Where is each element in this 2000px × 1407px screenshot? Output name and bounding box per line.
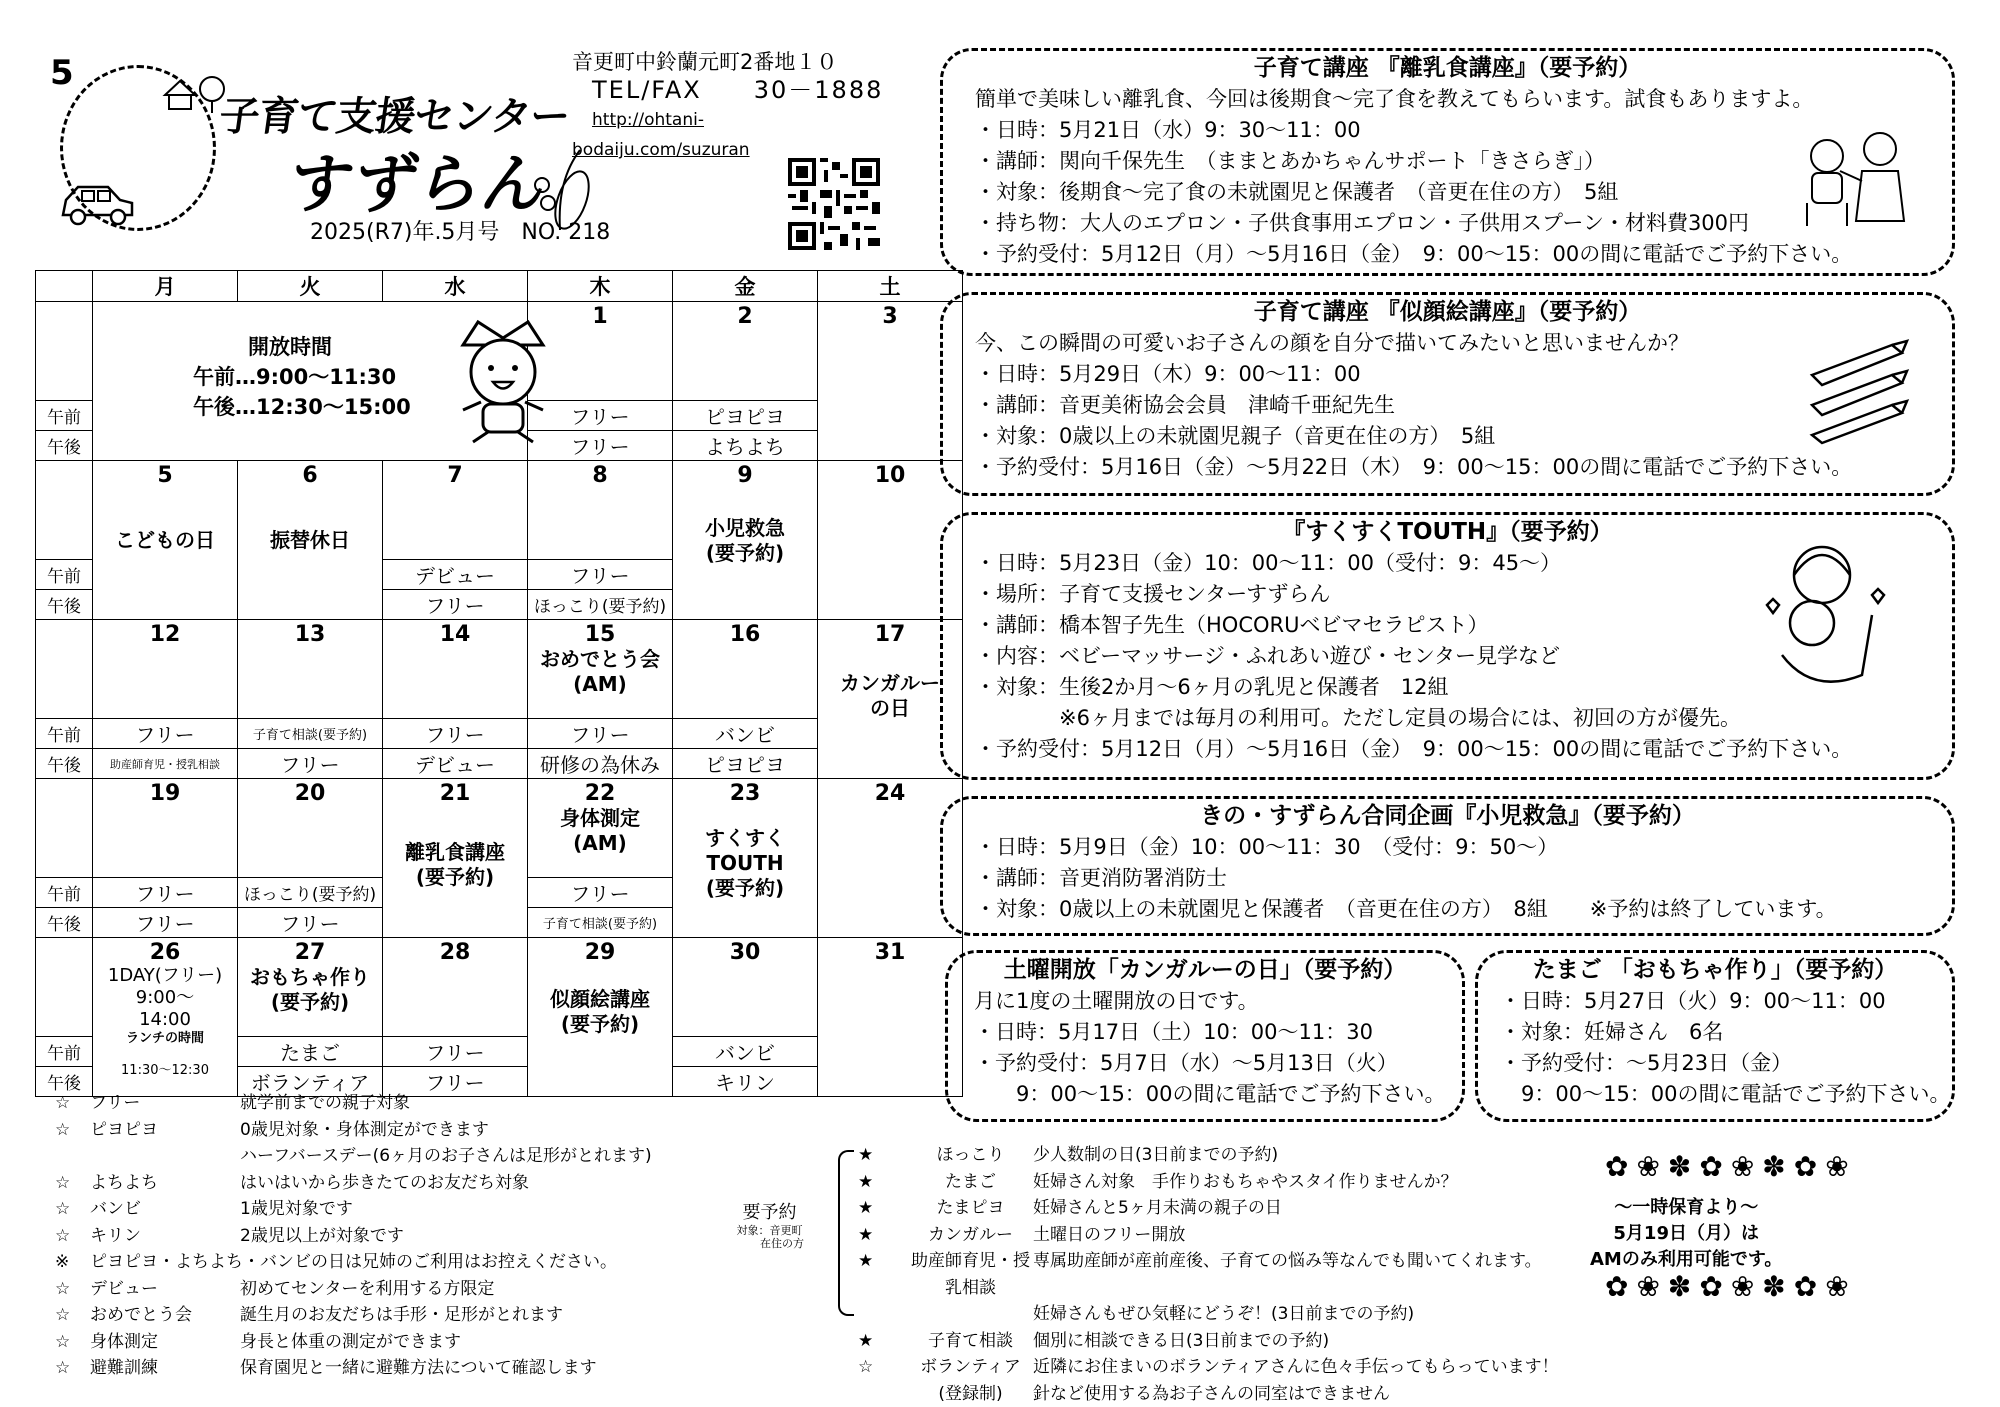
temporary-care-note: ～一時保育より～ 5月19日（月）は AMのみ利用可能です。	[1590, 1195, 1782, 1273]
legend-row	[858, 1142, 1559, 1169]
legend-name: よちよち	[90, 1170, 240, 1197]
legend-row	[55, 1302, 652, 1329]
website-link-line2[interactable]: bodaiju.com/suzuran	[572, 140, 750, 160]
day-cell: 8	[528, 461, 673, 560]
legend-name: デビュー	[90, 1276, 240, 1303]
legend-name: 避難訓練	[90, 1355, 240, 1382]
legend-row	[55, 1196, 652, 1223]
logo-title-line2: すずらん	[284, 133, 554, 225]
legend-name: ほっこり	[908, 1142, 1033, 1169]
legend-name: ボランティア	[908, 1354, 1033, 1381]
legend-row	[55, 1276, 652, 1303]
day-cell: 10	[818, 461, 963, 620]
legend-mark	[858, 1381, 908, 1407]
header-wed: 水	[383, 271, 528, 302]
day-cell: 16	[673, 620, 818, 719]
day-cell: 5 こどもの日	[93, 461, 238, 620]
reservation-required-label: 要予約 対象：音更町 在住の方	[735, 1202, 804, 1250]
address: 音更町中鈴蘭元町2番地１０	[572, 48, 883, 76]
legend-desc: 針など使用する為お子さんの同室はできません	[1033, 1381, 1390, 1407]
legend-desc: 0歳児対象・身体測定ができます	[240, 1117, 489, 1144]
legend-row	[858, 1248, 1559, 1301]
day-cell: 23 すくすく TOUTH (要予約)	[673, 779, 818, 938]
legend-desc: はいはいから歩きたてのお友だち対象	[240, 1170, 529, 1197]
legend-row	[858, 1195, 1559, 1222]
legend-desc: ハーフバースデー(6ヶ月のお子さんは足形がとれます)	[240, 1143, 652, 1170]
day-cell: 15 おめでとう会 (AM)	[528, 620, 673, 719]
legend-row	[55, 1143, 652, 1170]
day-cell: 30	[673, 938, 818, 1037]
legend-name: 助産師育児・授乳相談	[908, 1248, 1033, 1301]
legend-mark: ☆	[858, 1354, 908, 1381]
legend-mark: ☆	[55, 1355, 90, 1382]
legend-desc: 少人数制の日(3日前までの予約)	[1033, 1142, 1278, 1169]
header-tue: 火	[238, 271, 383, 302]
day-cell: 21 離乳食講座 (要予約)	[383, 779, 528, 938]
legend-name: おめでとう会	[90, 1302, 240, 1329]
legend-name: キリン	[90, 1223, 240, 1250]
open-hours-pm: 午後…12:30～15:00	[193, 392, 411, 422]
legend-row	[858, 1354, 1559, 1381]
legend-name: ピヨピヨ・よちよち・バンビの日は兄姉のご利用はお控えください。	[90, 1249, 617, 1276]
legend-name: 子育て相談	[908, 1328, 1033, 1355]
tel-fax: TEL/FAX 30－1888	[592, 76, 883, 104]
day-cell: 31	[818, 938, 963, 1097]
calendar-table: 月 火 水 木 金 土 開放時間 午前…9:00～11:30 午後…12:30～15:00 1 2 3 午前 フリー ピヨピヨ 午後 フリー よちよち 5 こどもの日 6 振替休日 7 8 9 小児救急 (要予約) 10 午前 デビュー フリー 午後 フリー ほっこり(要予約) 12 13 14 15 おめでとう会 (AM) 16 17 カンガルー の日 午前 フリー 子育て相談(要予約) フリー フリー バンビ 午後 助産師育児・授乳相談 フリー デビュー 研修の為休み ピヨピヨ 19 20 21 離乳食講座 (要予約) 22 身体測定 (AM) 23 すくすく TOUTH (要予約) 24 午前 フリー ほっこり(要予約) フリー 午後 フリー フリー 子育て相談(要予約) 26 1DAY(フリー) 9:00～ 14:00 ランチの時間 11:30～12:30 27 おもちゃ作り (要予約) 28 29 似顔絵講座 (要予約) 30 31 午前 たまご フリー バンビ 午後 ボランティア フリー キリン	[35, 270, 963, 1097]
legend-row	[55, 1090, 652, 1117]
legend-name	[908, 1301, 1033, 1328]
day-cell: 14	[383, 620, 528, 719]
legend-mark: ☆	[55, 1170, 90, 1197]
day-cell: 29 似顔絵講座 (要予約)	[528, 938, 673, 1097]
legend-name: フリー	[90, 1090, 240, 1117]
legend-name: たまピヨ	[908, 1195, 1033, 1222]
legend-mark: ☆	[55, 1276, 90, 1303]
legend-mark: ★	[858, 1142, 908, 1169]
legend-mark: ★	[858, 1169, 908, 1196]
legend-desc: 2歳児以上が対象です	[240, 1223, 404, 1250]
legend-mark: ☆	[55, 1090, 90, 1117]
legend-row	[858, 1301, 1559, 1328]
legend-mark	[858, 1301, 908, 1328]
bracket-divider	[838, 1150, 854, 1316]
legend-row	[858, 1328, 1559, 1355]
feeding-baby-illustration-icon	[1792, 121, 1912, 231]
legend-mark: ★	[858, 1195, 908, 1222]
legend-name: カンガルー	[908, 1222, 1033, 1249]
legend-row	[55, 1223, 652, 1250]
chick-flower-border-icon: ✿❀✽✿❀✽✿❀	[1605, 1270, 1857, 1303]
legend-desc: 妊婦さん対象 手作りおもちゃやスタイ作りませんか？	[1033, 1169, 1458, 1196]
day-cell: 26 1DAY(フリー) 9:00～ 14:00 ランチの時間 11:30～12:30	[93, 938, 238, 1097]
day-cell: 20	[238, 779, 383, 878]
day-cell: 17 カンガルー の日	[818, 620, 963, 779]
contact-block	[572, 48, 883, 164]
legend-mark: ※	[55, 1249, 90, 1276]
legend-name: たまご	[908, 1169, 1033, 1196]
legend-row	[858, 1169, 1559, 1196]
legend-row	[858, 1381, 1559, 1407]
chick-flower-border-icon: ✿❀✽✿❀✽✿❀	[1605, 1150, 1857, 1183]
legend-row	[55, 1117, 652, 1144]
day-cell: 9 小児救急 (要予約)	[673, 461, 818, 620]
day-cell: 7	[383, 461, 528, 560]
logo-title-line1: 子育て支援センター	[216, 85, 573, 142]
legend-name: ピヨピヨ	[90, 1117, 240, 1144]
day-cell: 2	[673, 302, 818, 401]
day-cell: 6 振替休日	[238, 461, 383, 620]
legend-row	[55, 1355, 652, 1382]
legend-desc: 近隣にお住まいのボランティアさんに色々手伝ってもらっています！	[1033, 1354, 1559, 1381]
qr-code-icon[interactable]	[788, 158, 880, 250]
sukusuku-touth-box: 『すくすくTOUTH』（要予約） ・日時：5月23日（金）10：00～11：00（受付：9：45～） ・場所：子育て支援センターすずらん ・講師：橋本智子先生（HOCORUベビマセラピスト） ・内容：ベビーマッサージ・ふれあい遊び・センター見学など ・対象：生後2か月～6ヶ月の乳児と保護者 12組 ※6ヶ月までは毎月の利用可。ただし定員の場合には、初回の方が優先。 ・予約受付：5月12日（月）～5月16日（金） 9：00～15：00の間に電話でご予約下さい。	[940, 512, 1955, 780]
mother-baby-illustration-icon	[1752, 535, 1902, 695]
header-thu: 木	[528, 271, 673, 302]
portrait-course-box: 子育て講座 『似顔絵講座』（要予約） 今、この瞬間の可愛いお子さんの顔を自分で描いてみたいと思いませんか？ ・日時：5月29日（木）9：00～11：00 ・講師：音更美術協会会員 津崎千亜紀先生 ・対象：0歳以上の未就園児親子（音更在住の方） 5組 ・予約受付：5月16日（金）～5月22日（木） 9：00～15：00の間に電話でご予約下さい。	[940, 292, 1955, 496]
corner-cell	[36, 271, 93, 302]
toy-making-box: たまご 「おもちゃ作り」（要予約） ・日時：5月27日（火）9：00～11：00 ・対象：妊婦さん 6名 ・予約受付：～5月23日（金） 9：00～15：00の間に電話でご予約下さい。	[1475, 950, 1955, 1122]
issue-number: 2025(R7)年.5月号 NO. 218	[310, 215, 610, 246]
legend-row	[55, 1329, 652, 1356]
open-hours-am: 午前…9:00～11:30	[193, 362, 411, 392]
legend-mark: ☆	[55, 1223, 90, 1250]
day-cell: 3	[818, 302, 963, 461]
legend-mark: ☆	[55, 1302, 90, 1329]
open-hours-title: 開放時間	[193, 332, 411, 362]
legend-desc: 就学前までの親子対象	[240, 1090, 410, 1117]
legend-desc: 初めてセンターを利用する方限定	[240, 1276, 494, 1303]
logo-number: 5	[50, 53, 74, 93]
legend-row	[55, 1249, 652, 1276]
header-fri: 金	[673, 271, 818, 302]
legend-desc: 妊婦さんもぜひ気軽にどうぞ！(3日前までの予約)	[1033, 1301, 1414, 1328]
header-mon: 月	[93, 271, 238, 302]
legend-row	[858, 1222, 1559, 1249]
weaning-food-course-box: 子育て講座 『離乳食講座』（要予約） 簡単で美味しい離乳食、今回は後期食～完了食を教えてもらいます。試食もありますよ。 ・日時：5月21日（水）9：30～11：00 ・講師：関向千保先生 （ままとあかちゃんサポート「きさらぎ」） ・対象：後期食～完了食の未就園児と保護者 （音更在住の方） 5組 ・持ち物：大人のエプロン・子供食事用エプロン・子供用スプーン・材料費300円 ・予約受付：5月12日（月）～5月16日（金） 9：00～15：00の間に電話でご予約下さい。	[940, 48, 1955, 276]
car-icon	[58, 175, 138, 230]
day-cell: 1	[528, 302, 673, 401]
legend-mark: ★	[858, 1248, 908, 1301]
pediatric-emergency-box: きの・すずらん合同企画『小児救急』（要予約） ・日時：5月9日（金）10：00～11：30 （受付：9：50～） ・講師：音更消防署消防士 ・対象：0歳以上の未就園児と保護者 （音更在住の方） 8組 ※予約は終了しています。	[940, 796, 1955, 936]
legend-right	[858, 1142, 1559, 1407]
legend-mark: ☆	[55, 1117, 90, 1144]
day-cell: 13	[238, 620, 383, 719]
legend-desc: 土曜日のフリー開放	[1033, 1222, 1185, 1249]
day-cell: 12	[93, 620, 238, 719]
legend-desc: 専属助産師が産前産後、子育ての悩み等なんでも聞いてくれます。	[1033, 1248, 1542, 1301]
legend-desc: 個別に相談できる日(3日前までの予約)	[1033, 1328, 1329, 1355]
day-cell: 28	[383, 938, 528, 1037]
legend-mark: ★	[858, 1328, 908, 1355]
legend-name: 身体測定	[90, 1329, 240, 1356]
legend-mark: ★	[858, 1222, 908, 1249]
legend-mark: ☆	[55, 1329, 90, 1356]
legend-name: (登録制)	[908, 1381, 1033, 1407]
legend-name: バンビ	[90, 1196, 240, 1223]
legend-mark: ☆	[55, 1196, 90, 1223]
legend-desc: 身長と体重の測定ができます	[240, 1329, 461, 1356]
legend-desc: 1歳児対象です	[240, 1196, 353, 1223]
legend-desc: 誕生月のお友だちは手形・足形がとれます	[240, 1302, 563, 1329]
child-illustration-icon	[433, 310, 573, 450]
pencils-illustration-icon	[1802, 335, 1912, 445]
day-cell: 22 身体測定 (AM)	[528, 779, 673, 878]
legend-left	[55, 1090, 652, 1382]
legend-name	[90, 1143, 240, 1170]
open-hours-cell	[93, 302, 528, 461]
day-cell: 19	[93, 779, 238, 878]
kangaroo-day-box: 土曜開放「カンガルーの日」（要予約） 月に1度の土曜開放の日です。 ・日時：5月17日（土）10：00～11：30 ・予約受付：5月7日（水）～5月13日（火） 9：00～15：00の間に電話でご予約下さい。	[945, 950, 1465, 1122]
legend-mark	[55, 1143, 90, 1170]
day-cell: 27 おもちゃ作り (要予約)	[238, 938, 383, 1037]
box-lines: 簡単で美味しい離乳食、今回は後期食～完了食を教えてもらいます。試食もありますよ。 ・日時：5月21日（水）9：30～11：00 ・講師：関向千保先生 （ままとあかちゃんサポート「きさらぎ」） ・対象：後期食～完了食の未就園児と保護者 （音更在住の方） 5組 ・持ち物：大人のエプロン・子供食事用エプロン・子供用スプーン・材料費300円 ・予約受付：5月12日（月）～5月16日（金） 9：00～15：00の間に電話でご予約下さい。	[975, 84, 1952, 270]
legend-row	[55, 1170, 652, 1197]
website-link-line1[interactable]: http://ohtani-	[592, 110, 704, 130]
header-sat: 土	[818, 271, 963, 302]
legend-desc: 妊婦さんと5ヶ月未満の親子の日	[1033, 1195, 1282, 1222]
legend-desc: 保育園児と一緒に避難方法について確認します	[240, 1355, 597, 1382]
day-cell: 24	[818, 779, 963, 938]
